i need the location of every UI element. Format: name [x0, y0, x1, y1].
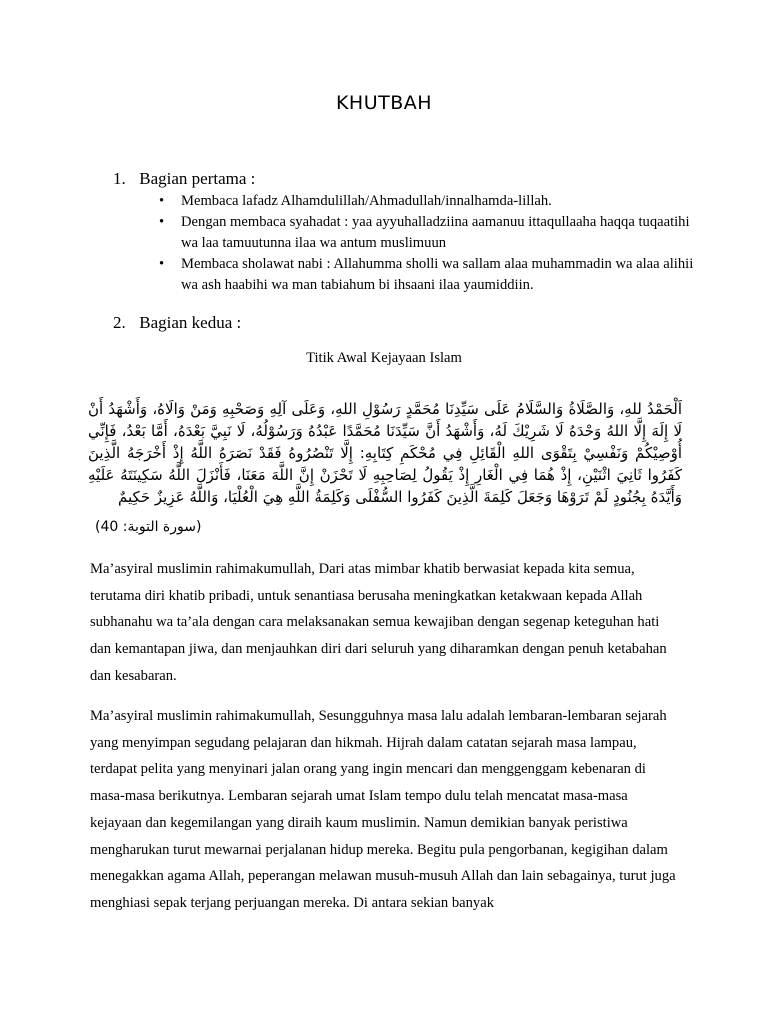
section-title-1: Bagian pertama : — [139, 169, 256, 188]
section-subtitle: Titik Awal Kejayaan Islam — [306, 350, 462, 366]
section-heading-1 — [113, 169, 255, 189]
section-number-2: 2. — [113, 313, 126, 332]
list-item-text: Membaca sholawat nabi : Allahumma sholli wa sallam alaa muhammadin wa alaa alihii wa ash haabihi wa man tabiahum bi ihsaani ilaa yaumiddiin. — [181, 256, 694, 293]
bullet-icon: • — [159, 256, 165, 272]
list-item-text: Membaca lafadz Alhamdulillah/Ahmadullah/innalhamda-lillah. — [181, 193, 552, 209]
section-heading-2 — [113, 313, 241, 333]
arabic-text-block: اَلْحَمْدُ للهِ، وَالصَّلَاةُ وَالسَّلَامُ عَلَى سَيِّدِنَا مُحَمَّدٍ رَسُوْلِ اللهِ، وَعَلَى آلِهِ وَصَحْبِهِ وَمَنْ وَالَاهُ، وَأَشْهَدُ أَنْ لَا إِلَهَ إِلَّا اللهُ وَحْدَهُ لَا شَرِيْكَ لَهُ، وَأَشْهَدُ أَنَّ سَيِّدَنَا مُحَمَّدًا عَبْدُهُ وَرَسُوْلُهُ، لَا نَبِيَّ بَعْدَهُ، أَمَّا بَعْدُ، فَإِنِّي أُوْصِيْكُمْ وَنَفْسِيْ بِتَقْوَى اللهِ الْقَائِلِ فِي مُحْكَمِ كِتَابِهِ: إِلَّا تَنْصُرُوهُ فَقَدْ نَصَرَهُ اللَّهُ إِذْ أَخْرَجَهُ الَّذِينَ كَفَرُوا ثَانِيَ اثْنَيْنِ، إِذْ هُمَا فِي الْغَارِ إِذْ يَقُولُ لِصَاحِبِهِ لَا تَحْزَنْ إِنَّ اللَّهَ مَعَنَا، فَأَنْزَلَ اللَّهُ سَكِينَتَهُ عَلَيْهِ وَأَيَّدَهُ بِجُنُودٍ لَمْ تَرَوْهَا وَجَعَلَ كَلِمَةَ الَّذِينَ كَفَرُوا السُّفْلَى وَكَلِمَةُ اللَّهِ هِيَ الْعُلْيَا، وَاللَّهُ عَزِيزٌ حَكِيمٌ — [88, 400, 682, 506]
list-item — [155, 254, 695, 296]
surah-reference: (سورة التوبة: 40) — [95, 519, 202, 535]
paragraph-1: Ma’asyiral muslimin rahimakumullah, Dari atas mimbar khatib berwasiat kepada kita semua, terutama diri khatib pribadi, untuk senantiasa berusaha meningkatkan ketakwaan kepada Allah subhanahu wa ta’ala dengan cara melaksanakan semua kewajiban dengan segenap keteguhan hati dan kemantapan jiwa, dan menjauhkan diri dari seluruh yang diharamkan dengan penuh ketabahan dan kesabaran. — [90, 561, 667, 684]
list-item — [155, 212, 695, 254]
list-item-text: Dengan membaca syahadat : yaa ayyuhalladziina aamanuu ittaqullaaha haqqa tuqaatihi wa laa tamuutunna ilaa wa antum muslimuun — [181, 214, 690, 251]
section-number-1: 1. — [113, 169, 126, 188]
bullet-icon: • — [159, 193, 165, 209]
section-title-2: Bagian kedua : — [139, 313, 242, 332]
bullet-list — [155, 191, 695, 296]
bullet-icon: • — [159, 214, 165, 230]
document-title: KHUTBAH — [335, 92, 433, 114]
list-item — [155, 191, 695, 212]
paragraph-2: Ma’asyiral muslimin rahimakumullah, Sesungguhnya masa lalu adalah lembaran-lembaran sejarah yang menyimpan segudang pelajaran dan hikmah. Hijrah dalam catatan sejarah masa lampau, terdapat pelita yang menyinari jalan orang yang ingin mencari dan menggenggam kebenaran di masa-masa berikutnya. Lembaran sejarah umat Islam tempo dulu telah mencatat masa-masa kejayaan dan kegemilangan yang diraih kaum muslimin. Namun demikian banyak peristiwa mengharukan turut mewarnai perjalanan hidup mereka. Begitu pula pengorbanan, kegigihan dalam menegakkan agama Allah, peperangan melawan musuh-musuh Allah dan lain sebagainya, turut juga menghiasi sepak terjang perjuangan mereka. Di antara sekian banyak — [90, 708, 676, 911]
